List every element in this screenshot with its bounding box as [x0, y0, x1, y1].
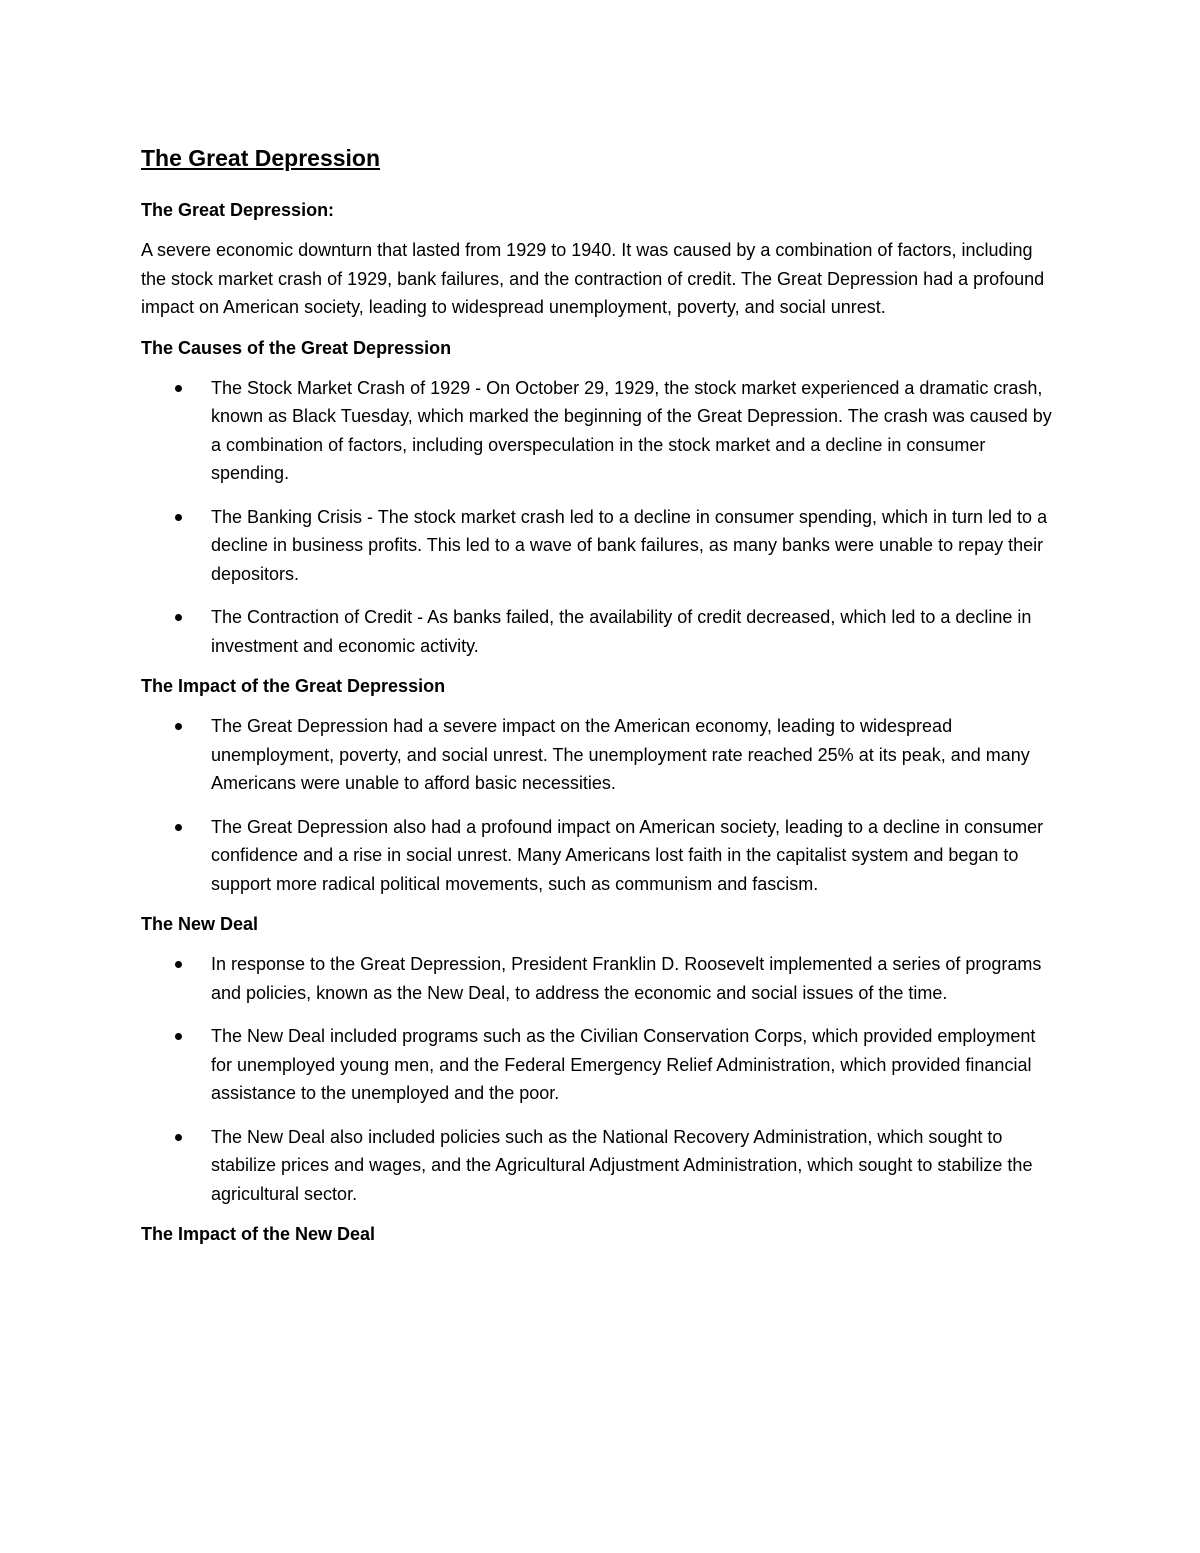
list-item	[141, 1123, 1061, 1209]
bullet-list	[141, 374, 1061, 661]
bullet-icon	[175, 824, 182, 831]
section-heading: The Causes of the Great Depression	[141, 337, 452, 358]
list-item	[141, 1022, 1061, 1108]
document-page	[141, 140, 1061, 1260]
list-item	[141, 712, 1061, 798]
list-item	[141, 950, 1061, 1007]
list-item-text: The New Deal also included policies such as the National Recovery Administration, which sought to stabilize prices and wages, and the Agricultural Adjustment Administration, which sought to stabilize the agricultural sector.	[211, 1126, 1033, 1204]
list-item-text: The Stock Market Crash of 1929 - On October 29, 1929, the stock market experienced a dramatic crash, known as Black Tuesday, which marked the beginning of the Great Depression. The crash was caused by a combination of factors, including overspeculation in the stock market and a decline in consumer spending.	[211, 377, 1052, 483]
bullet-list	[141, 950, 1061, 1208]
list-item-text: The New Deal included programs such as the Civilian Conservation Corps, which provided employment for unemployed young men, and the Federal Emergency Relief Administration, which provided financial assistance to the unemployed and the poor.	[211, 1026, 1036, 1103]
list-item-text: The Great Depression also had a profound impact on American society, leading to a decline in consumer confidence and a rise in social unrest. Many Americans lost faith in the capitalist system and began to support more radical political movements, such as communism and fascism.	[211, 816, 1044, 894]
bullet-icon	[175, 1134, 182, 1141]
document-title: The Great Depression	[141, 145, 381, 171]
bullet-list	[141, 712, 1061, 898]
list-item-text: In response to the Great Depression, President Franklin D. Roosevelt implemented a series of programs and policies, known as the New Deal, to address the economic and social issues of the time.	[211, 954, 1042, 1003]
list-item	[141, 374, 1061, 488]
bullet-icon	[175, 614, 182, 621]
list-item	[141, 813, 1061, 899]
section-heading: The Impact of the Great Depression	[141, 676, 446, 696]
list-item-text: The Banking Crisis - The stock market crash led to a decline in consumer spending, which in turn led to a decline in business profits. This led to a wave of bank failures, as many banks were unable to repay their depositors.	[211, 506, 1048, 584]
bullet-icon	[175, 961, 182, 968]
list-item-text: The Contraction of Credit - As banks failed, the availability of credit decreased, which led to a decline in investment and economic activity.	[211, 607, 1032, 656]
bullet-icon	[175, 1033, 182, 1040]
section-heading: The Great Depression:	[141, 200, 335, 220]
list-item	[141, 503, 1061, 589]
bullet-icon	[175, 514, 182, 521]
bullet-icon	[175, 723, 182, 730]
bullet-icon	[175, 385, 182, 392]
list-item	[141, 603, 1061, 660]
section-heading: The Impact of the New Deal	[141, 1224, 376, 1244]
section-heading: The New Deal	[141, 914, 259, 934]
list-item-text: The Great Depression had a severe impact on the American economy, leading to widespread unemployment, poverty, and social unrest. The unemployment rate reached 25% at its peak, and many Americans were unable to afford basic necessities.	[211, 716, 1030, 793]
section-paragraph: A severe economic downturn that lasted from 1929 to 1940. It was caused by a combination of factors, including the stock market crash of 1929, bank failures, and the contraction of credit. The Great Depression had a profound impact on American society, leading to widespread unemployment, poverty, and social unrest.	[141, 240, 1045, 317]
